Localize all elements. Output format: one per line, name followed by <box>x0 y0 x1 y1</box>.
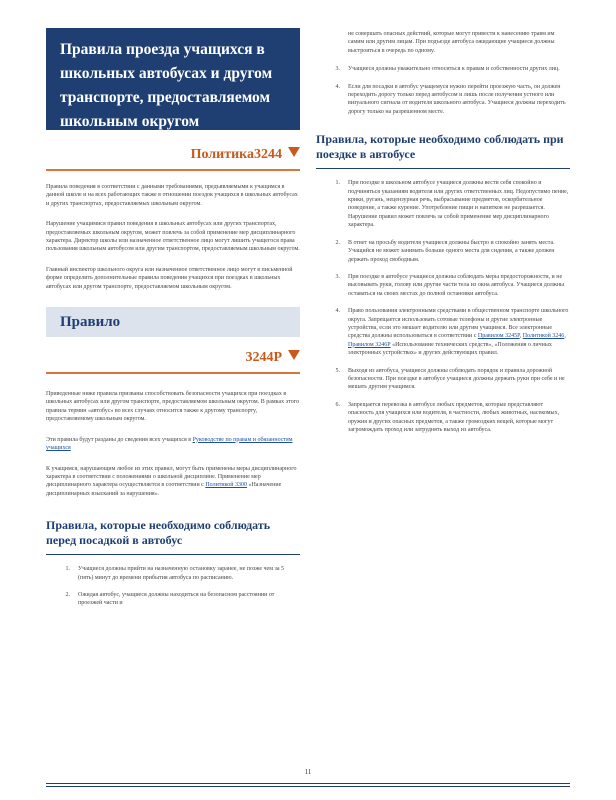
orange-divider <box>46 372 300 374</box>
policy-3300-link[interactable]: Политикой 3300 <box>205 482 247 489</box>
policy-3246-link[interactable]: Политикой 3246 <box>522 333 565 340</box>
list-item <box>316 179 570 229</box>
list-item <box>316 367 570 392</box>
reference-paragraph <box>46 436 300 453</box>
list-item <box>46 591 300 608</box>
right-column <box>316 30 570 443</box>
blue-divider <box>316 168 570 169</box>
left-column <box>46 28 300 617</box>
rule-number-heading <box>46 349 300 367</box>
item-4-text: Право пользования электронными средствами в общественном транспорте школьного округа. Запрещается использовать сотовые телефоны и другие электронные устройства, если это мешает водителю или другим учащимся. Все электронные средства должны использоваться в соответствии с <box>348 308 569 340</box>
list-item-text: Выходя из автобуса, учащиеся должны соблюдать порядок и правила дорожной безопасности. При поездке в автобусе учащиеся должны держать руки при себе и не мешать другим учащимся. <box>348 367 565 391</box>
rule-heading-box <box>46 307 300 337</box>
list-item-text: В ответ на просьбу водителя учащиеся должны быстро и спокойно занять места. Учащийся не может занимать больше одного места для сидения, а также должен держать проход свободным. <box>348 239 555 263</box>
list-number: 2. <box>65 591 70 598</box>
list-number: 4. <box>335 83 340 90</box>
section-during-ride-title: Правила, которые необходимо соблюдать при поездке в автобусе <box>316 132 564 162</box>
intro-paragraph-3: Главный инспектор школьного округа или назначенное ответственное лицо могут в письменной форме определить дополнительные правила поведения учащихся при поездках в школьных автобусах или другом транспорте, предоставляемом школьным округом. <box>46 266 293 290</box>
list-item <box>316 83 570 117</box>
footer-rules <box>46 783 570 787</box>
rights-handbook-link[interactable]: Руководстве по правам и обязанностям учащихся <box>46 436 293 452</box>
policy-label: Политика3244 <box>190 147 282 162</box>
triangle-down-icon <box>288 350 300 360</box>
blue-divider <box>46 554 300 555</box>
before-boarding-list-continued <box>316 65 570 116</box>
triangle-down-icon <box>288 147 300 157</box>
rule-label: 3244Р <box>245 350 282 366</box>
list-number: 2. <box>335 239 340 246</box>
list-item-text: При поездке в автобусе учащиеся должны соблюдать меры предосторожности, и не высовывать руки, голову или другие части тела из окна автобуса. Учащиеся должны оставаться на своих местах до полной остановки автобуса. <box>348 273 565 297</box>
rule-3245r-link[interactable]: Правилом 3245Р <box>477 333 520 340</box>
list-item <box>46 565 300 582</box>
list-number: 1. <box>65 566 70 573</box>
before-boarding-list <box>46 565 300 608</box>
discipline-tail: «Назначение дисциплинарных взысканий за нарушения». <box>46 482 282 497</box>
intro-paragraph-2: Нарушение учащимися правил поведения в школьных автобусах или других транспортах, предоставляемых школьным округом, может повлечь за собой применение мер дисциплинарного характера. Директор школы или назначенное ответственное лицо могут лишить учащегося права пользования школьным автобусом или другим транспортом, предоставляемым школьным округом. <box>46 221 300 253</box>
document-title-box <box>46 28 300 130</box>
list-number: 3. <box>335 273 340 280</box>
discipline-text: К учащимся, нарушающим любое из этих правил, могут быть применены меры дисциплинарного характера в соответствии с положениями о школьной дисциплине. Применение мер дисциплинарного характера осуществляется в соответствии с <box>46 465 297 489</box>
rule-heading: Правило <box>60 314 121 331</box>
list-item <box>316 273 570 298</box>
rule-3246r-link[interactable]: Правилом 3246Р <box>348 341 391 348</box>
list-number: 4. <box>335 308 340 315</box>
footer-rule <box>46 783 570 784</box>
document-title: Правила проезда учащихся в школьных автобусах и другом транспорте, предоставляемом школьным округом <box>60 41 273 130</box>
item-4-tail: «Использование технических средств», «Положения о личных электронных устройствах» и других действующих правил. <box>348 341 552 357</box>
list-item-text: Право пользования электронными средствами в общественном транспорте школьного округа. Запрещается использовать сотовые телефоны и другие электронные устройства, если это мешает водителю или другим учащимся. Все электронные средства должны использоваться в соответствии с Правилом 3245Р, Политикой 3246, Правилом 3246Р «Использование технических средств», «Положения о личных электронных устройствах» и других действующих правил. <box>348 308 569 357</box>
section-before-boarding-title: Правила, которые необходимо соблюдать перед посадкой в автобус <box>46 518 271 548</box>
list-item-text: При поездке в школьном автобусе учащиеся должны вести себя спокойно и подчиняться указаниям водителя или других ответственных лиц. Недопустимо пение, крики, ругань, нецензурная речь, выбрасывание предметов, оскорбительное поведение, а также курение. Употребление пищи и напитков не разрешается. Нарушение правил может повлечь за собой применение мер дисциплинарного характера. <box>348 180 569 229</box>
list-item-text: Учащиеся должны прийти на назначенную остановку заранее, не позже чем за 5 (пять) минут до времени прибытия автобуса по расписанию. <box>78 566 285 581</box>
list-item <box>316 65 570 73</box>
page-number: 11 <box>304 768 312 776</box>
reference-text: Эти правила будут разданы до сведения всех учащихся в <box>46 436 192 443</box>
list-number: 5. <box>335 367 340 374</box>
list-item <box>316 401 570 435</box>
list-number: 3. <box>335 66 340 73</box>
policy-heading <box>46 146 300 164</box>
intro-paragraph-1: Правила поведения в соответствии с данными требованиями, предъявляемыми к учащимся в данной школе и на всех работающих также в отношении поездок учащихся в школьных автобусах и других транспортах, предоставляемых школьным округом. <box>46 184 298 207</box>
during-ride-list <box>316 179 570 434</box>
list-item-text: Учащиеся должны уважительно относиться к правам и собственности других лиц. <box>348 66 560 73</box>
rule-paragraph: Приведенные ниже правила призваны способствовать безопасности учащихся при поездках в школьных автобусах или другом транспорте, предоставляемом школьным округом. В рамках этого правила термин «автобус» во всех случаях относится также к другому транспорту, предоставляемому школьным округом. <box>46 391 300 423</box>
list-item-text: Если для посадки в автобус учащемуся нужно перейти проезжую часть, он должен переходить дорогу только перед автобусом и лишь после получения устного или визуального сигнала от водителя школьного автобуса. Учащиеся должны переходить дорогу только на разрешенном месте. <box>348 83 566 115</box>
discipline-paragraph <box>46 465 300 499</box>
list-number: 6. <box>335 401 340 408</box>
continuation-paragraph: не совершать опасных действий, которые могут привести к нанесению травм им самим или другим лицам. При подъезде автобуса ожидающие учащиеся должны выстроиться в очередь по одному. <box>348 31 555 54</box>
footer-rule <box>46 786 570 787</box>
list-item-text: Ожидая автобус, учащиеся должны находиться на безопасном расстоянии от проезжей части и <box>78 591 275 607</box>
list-item <box>316 307 570 357</box>
list-item <box>316 239 570 264</box>
orange-divider <box>46 169 300 171</box>
list-number: 1. <box>335 180 340 187</box>
list-item-text: Запрещается перевозка в автобусе любых предметов, которые представляют опасность для учащихся или водителя, в частности, любых животных, насекомых, оружия и других опасных предметов, а также громоздких вещей, которые могут загромождать проход или затруднять выход из автобуса. <box>348 401 560 433</box>
